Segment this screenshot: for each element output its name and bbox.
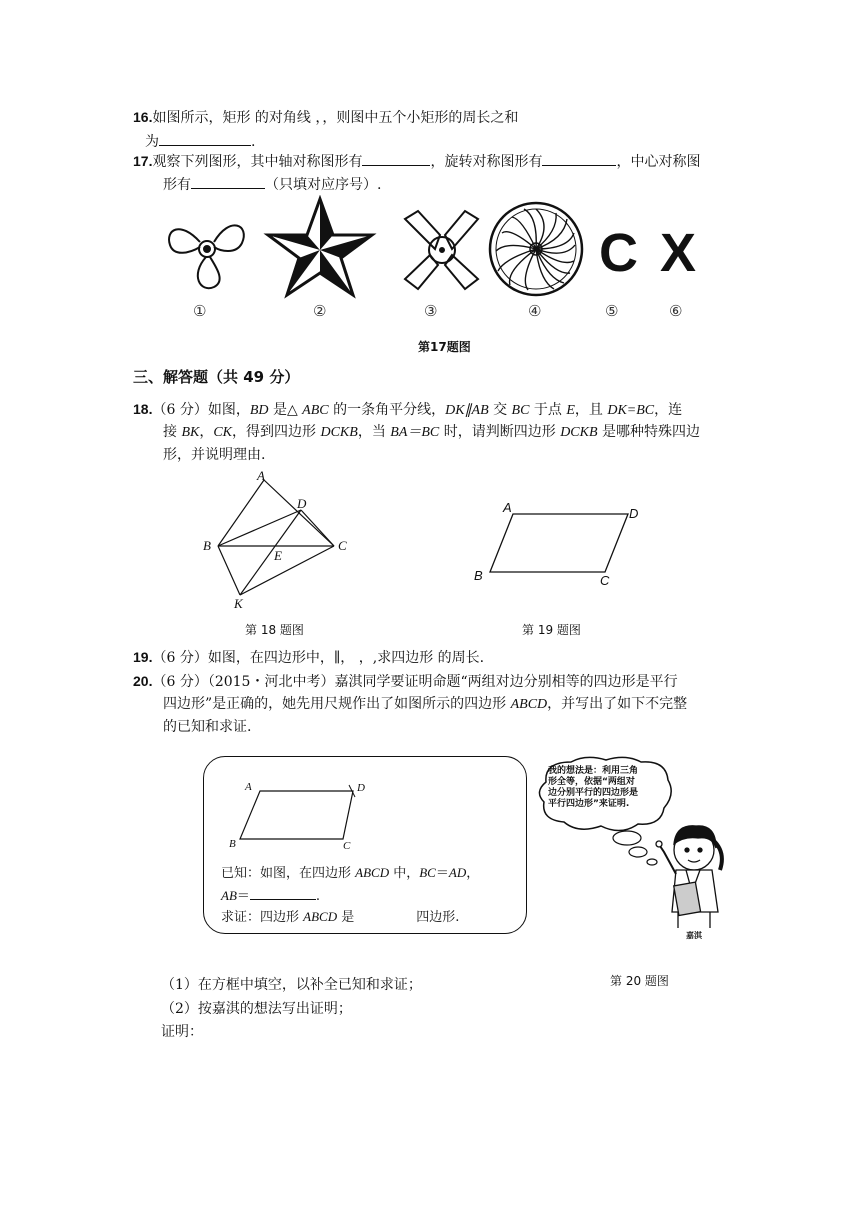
q19-text: （6 分）如图，在四边形中，∥， ，,求四边形 的周长.: [152, 650, 485, 666]
q17-line1: [133, 151, 700, 172]
q18-t: BD: [249, 403, 269, 418]
q18-t: BK: [181, 425, 200, 440]
q18-caption: 第 18 题图: [245, 623, 304, 637]
q18-t: 是△: [268, 402, 303, 418]
q17-figures: [160, 195, 720, 300]
q20-box-t: .: [315, 889, 321, 904]
q18-t: 时，请判断四边形: [439, 424, 561, 440]
q18-t: E: [566, 403, 575, 418]
q20-sub1: （1）在方框中填空，以补全已知和求证；: [161, 977, 422, 993]
q19-line: [133, 647, 484, 668]
q20-line3: 的已知和求证.: [163, 719, 252, 735]
q20-t: ，并写出了如下不完整: [547, 696, 688, 712]
q18-t: CK: [213, 425, 233, 440]
q17-text2b: （只填对应序号）.: [265, 177, 382, 193]
fig-label-5: ⑤: [605, 302, 619, 320]
q18-line1: [133, 399, 682, 421]
q20-box-t: ＝: [236, 889, 250, 904]
girl-name: 嘉淇: [686, 931, 702, 940]
letter-c: C: [599, 223, 638, 283]
q20-number: 20.: [133, 673, 153, 689]
q18-label-e: E: [274, 548, 282, 563]
q18-t: BC: [511, 403, 530, 418]
q19-figure: [470, 494, 650, 589]
q16-text2-suffix: .: [251, 134, 256, 150]
q20-line1: [133, 671, 678, 692]
q18-t: ，当: [357, 424, 391, 440]
q18-figure: [198, 468, 358, 613]
q20-ab-blank[interactable]: [250, 887, 316, 900]
q18-t: BA＝BC: [390, 425, 440, 440]
q18-t: ，得到四边形: [232, 424, 321, 440]
q18-label-b: B: [203, 538, 211, 553]
q18-number: 18.: [133, 401, 153, 417]
q18-label-d: D: [297, 496, 307, 511]
q18-t: 于点: [529, 402, 567, 418]
bubble-line: 边分别平行的四边形是: [548, 788, 639, 798]
q18-t: 交: [488, 402, 512, 418]
q19-label-a: A: [503, 500, 512, 515]
q20-box-t: 是: [337, 910, 355, 925]
q20-known-line1: [221, 864, 479, 883]
fig-label-1: ①: [193, 302, 207, 320]
q18-t: DK∥AB: [445, 403, 489, 418]
q17-rotational-blank[interactable]: [542, 151, 616, 166]
q18-t: ABC: [302, 403, 329, 418]
q20-box-t: 已知：如图，在四边形: [221, 866, 356, 881]
girl-figure: [656, 826, 722, 928]
q18-t: 接: [163, 424, 182, 440]
q17-number: 17.: [133, 153, 153, 169]
q18-label-a: A: [257, 468, 265, 483]
letter-x: X: [660, 223, 697, 283]
q20-caption: 第 20 题图: [610, 974, 669, 988]
q20-box-t: AD: [448, 865, 467, 880]
q16-line1: [133, 107, 518, 128]
q17-text1b: ，旋转对称图形有: [430, 154, 543, 170]
q19-number: 19.: [133, 649, 153, 665]
q18-t: ，: [199, 424, 214, 440]
q20-sub2: （2）按嘉淇的想法写出证明；: [161, 1001, 352, 1017]
q18-t: 是哪种特殊四边: [597, 424, 700, 440]
q19-label-c: C: [600, 573, 610, 588]
q16-answer-blank[interactable]: [159, 131, 251, 146]
q18-t: DCKB: [560, 425, 598, 440]
q20-box-t: ABCD: [303, 909, 338, 924]
q20-box-t: 四边形.: [416, 910, 460, 925]
q16-text2-prefix: 为: [145, 134, 159, 150]
q20-t: ABCD: [510, 697, 548, 712]
q20-label-c: C: [343, 840, 351, 852]
q20-box-figure: [225, 775, 375, 855]
q18-label-c: C: [338, 538, 347, 553]
q18-t: DK=BC: [607, 403, 655, 418]
fig-label-3: ③: [424, 302, 438, 320]
q20-prove-line: [221, 908, 459, 927]
q18-line3: 形，并说明理由.: [163, 447, 266, 463]
q17-text1a: 观察下列图形，其中轴对称图形有: [152, 154, 363, 170]
q16-line2: [145, 131, 255, 152]
q17-caption: 第17题图: [418, 340, 471, 354]
cross-figure: [405, 211, 478, 289]
fig-label-6: ⑥: [669, 302, 683, 320]
bubble-line: 形全等，依据“两组对: [548, 777, 635, 787]
q20-box-t: ，: [466, 866, 480, 881]
q17-text2a: 形有: [163, 177, 191, 193]
q18-t: DCKB: [320, 425, 358, 440]
q20-text1: （6 分）（2015・河北中考）嘉淇同学要证明命题“两组对边分别相等的四边形是平行: [152, 674, 678, 690]
section-title: 三、解答题（共 49 分）: [133, 368, 300, 386]
q20-label-d: D: [357, 782, 365, 794]
q20-label-a: A: [245, 781, 252, 793]
q19-label-b: B: [474, 568, 483, 583]
q20-box-t: 求证：四边形: [221, 910, 304, 925]
wheel-figure: [490, 203, 582, 295]
bubble-line: 我的想法是：利用三角: [548, 766, 639, 776]
q18-t: 的一条角平分线，: [328, 402, 446, 418]
q18-t: ，且: [574, 402, 608, 418]
q20-t: 四边形”是正确的，她先用尺规作出了如图所示的四边形: [163, 696, 511, 712]
q20-known-line2: [221, 887, 320, 906]
fig-label-4: ④: [528, 302, 542, 320]
q20-line2: [163, 694, 687, 715]
q20-box-t: BC: [419, 865, 436, 880]
q18-label-k: K: [234, 596, 243, 611]
q18-line2: [163, 422, 700, 443]
q20-box-t: ＝: [435, 866, 449, 881]
q17-axial-blank[interactable]: [362, 151, 430, 166]
q19-caption: 第 19 题图: [522, 623, 581, 637]
fan-figure: [169, 225, 244, 288]
q16-text1: 如图所示，矩形 的对角线 ，，则图中五个小矩形的周长之和: [152, 110, 519, 126]
q20-box-t: ABCD: [355, 865, 390, 880]
bubble-line: 平行四边形”来证明.: [548, 799, 630, 809]
q18-t: ，连: [654, 402, 683, 418]
thought-bubble-text: [548, 766, 638, 810]
q16-number: 16.: [133, 109, 153, 125]
q20-proof-label: 证明：: [161, 1024, 203, 1040]
star-figure: [268, 199, 372, 295]
q19-label-d: D: [629, 506, 639, 521]
q20-box-t: 中，: [389, 866, 420, 881]
q17-text1c: ，中心对称图: [616, 154, 701, 170]
q20-label-b: B: [229, 838, 236, 850]
q17-central-blank[interactable]: [191, 174, 265, 189]
q20-box-t: AB: [221, 888, 237, 903]
fig-label-2: ②: [313, 302, 327, 320]
q17-line2: [163, 174, 381, 195]
q18-t: （6 分）如图，: [152, 402, 250, 418]
